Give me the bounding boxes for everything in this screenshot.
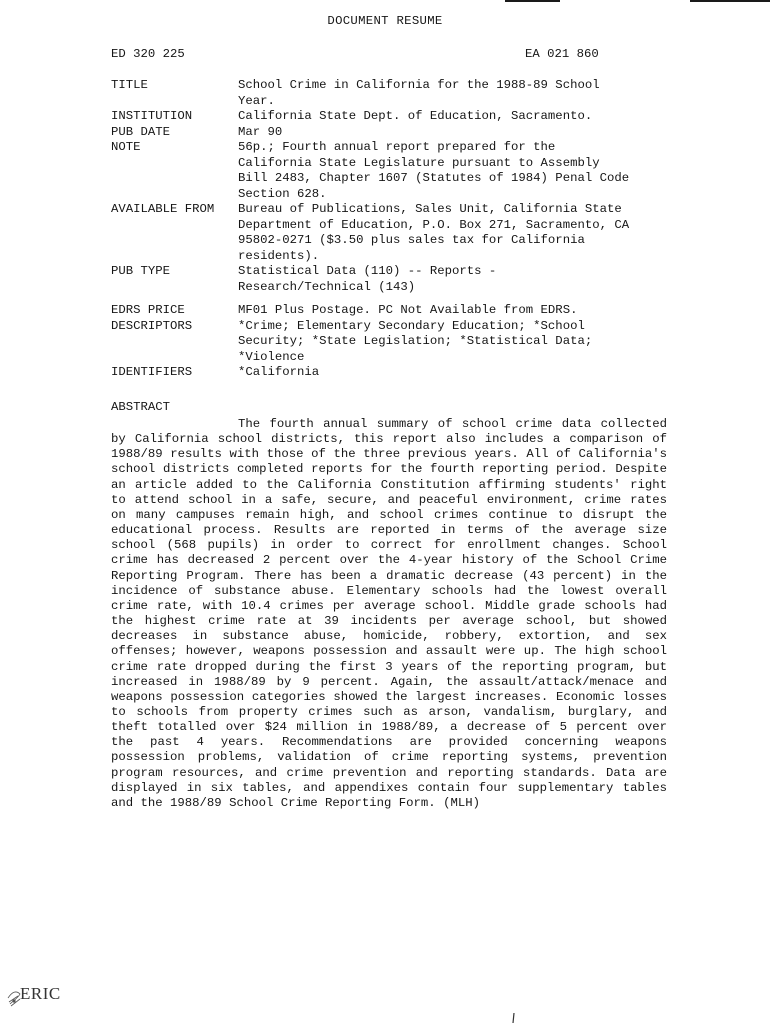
field-value: *Crime; Elementary Secondary Education; *School Security; *State Legislation; *Statistical Data; *Violence	[238, 318, 593, 364]
resume-fields	[111, 78, 671, 381]
field-value: MF01 Plus Postage. PC Not Available from EDRS.	[238, 303, 578, 317]
abstract-label: ABSTRACT	[111, 400, 171, 414]
field-label: PUB DATE	[111, 124, 171, 139]
field-value: Mar 90	[238, 124, 283, 139]
field-row-descriptors	[111, 319, 671, 366]
document-header: DOCUMENT RESUME	[327, 14, 443, 28]
field-label: NOTE	[111, 140, 141, 154]
top-rule-left	[505, 0, 560, 2]
field-value: Statistical Data (110) -- Reports - Research/Technical (143)	[238, 264, 497, 294]
field-label: TITLE	[111, 78, 148, 92]
field-label: PUB TYPE	[111, 264, 171, 278]
eric-logo	[6, 968, 80, 1008]
field-row-pub-type	[111, 264, 671, 295]
field-label: INSTITUTION	[111, 109, 193, 123]
ea-number: EA 021 860	[525, 47, 599, 61]
field-row-identifiers	[111, 365, 671, 381]
top-rule-right	[690, 0, 770, 2]
eric-logo-text: ERIC	[20, 984, 61, 1003]
field-value: *California	[238, 365, 320, 379]
field-value: School Crime in California for the 1988-89 School Year.	[238, 78, 600, 108]
field-label: AVAILABLE FROM	[111, 202, 215, 216]
field-row-title	[111, 78, 671, 109]
field-row-institution	[111, 109, 671, 125]
field-value: 56p.; Fourth annual report prepared for the California State Legislature pursuant to Assembly Bill 2483, Chapter 1607 (Statutes of 1984) Penal Code Section 628.	[238, 140, 630, 201]
field-label: EDRS PRICE	[111, 303, 185, 317]
abstract-text: The fourth annual summary of school crime data collected by California school districts, this report also includes a comparison of 1988/89 results with those of the three previous years. All of California's school districts completed reports for the fourth reporting period. Despite an article added to the California Constitution affirming students' right to attend school in a safe, secure, and peaceful environment, crime rates on many campuses remain high, and school crimes continue to disrupt the educational process. Results are reported in terms of the average size school (568 pupils) in order to correct for enrollment changes. School crime has decreased 2 percent over the 4-year history of the School Crime Reporting Program. There has been a dramatic decrease (43 percent) in the incidence of substance abuse. Elementary schools had the lowest overall crime rate, with 10.4 crimes per average school. Middle grade schools had the highest crime rate at 39 incidents per average school, but showed decreases in substance abuse, homicide, robbery, extortion, and sex offenses; however, weapons possession and assault were up. The high school crime rate dropped during the first 3 years of the reporting program, but increased in 1988/89 by 9 percent. Again, the assault/attack/menace and weapons possession categories showed the largest increases. Economic losses to schools from property crimes such as arson, vandalism, burglary, and theft totalled over $24 million in 1988/89, a decrease of 5 percent over the past 4 years. Recommendations are provided concerning weapons possession problems, validation of crime reporting systems, prevention program resources, and crime prevention and reporting standards. Data are displayed in six tables, and appendixes contain four supplementary tables and the 1988/89 School Crime Reporting Form. (MLH)	[111, 417, 667, 810]
field-value: California State Dept. of Education, Sacramento.	[238, 109, 593, 123]
ed-number: ED 320 225	[111, 47, 185, 61]
field-row-pub-date	[111, 125, 671, 141]
eric-logo-figure	[8, 992, 20, 1006]
field-value: Bureau of Publications, Sales Unit, California State Department of Education, P.O. Box 271, Sacramento, CA 95802-0271 ($3.50 plus sales tax for California residents).	[238, 202, 630, 263]
field-row-available-from	[111, 202, 671, 264]
field-label: DESCRIPTORS	[111, 318, 193, 333]
scan-mark	[508, 1012, 520, 1024]
field-row-edrs-price	[111, 295, 671, 319]
field-label: IDENTIFIERS	[111, 365, 193, 379]
field-row-note	[111, 140, 671, 202]
